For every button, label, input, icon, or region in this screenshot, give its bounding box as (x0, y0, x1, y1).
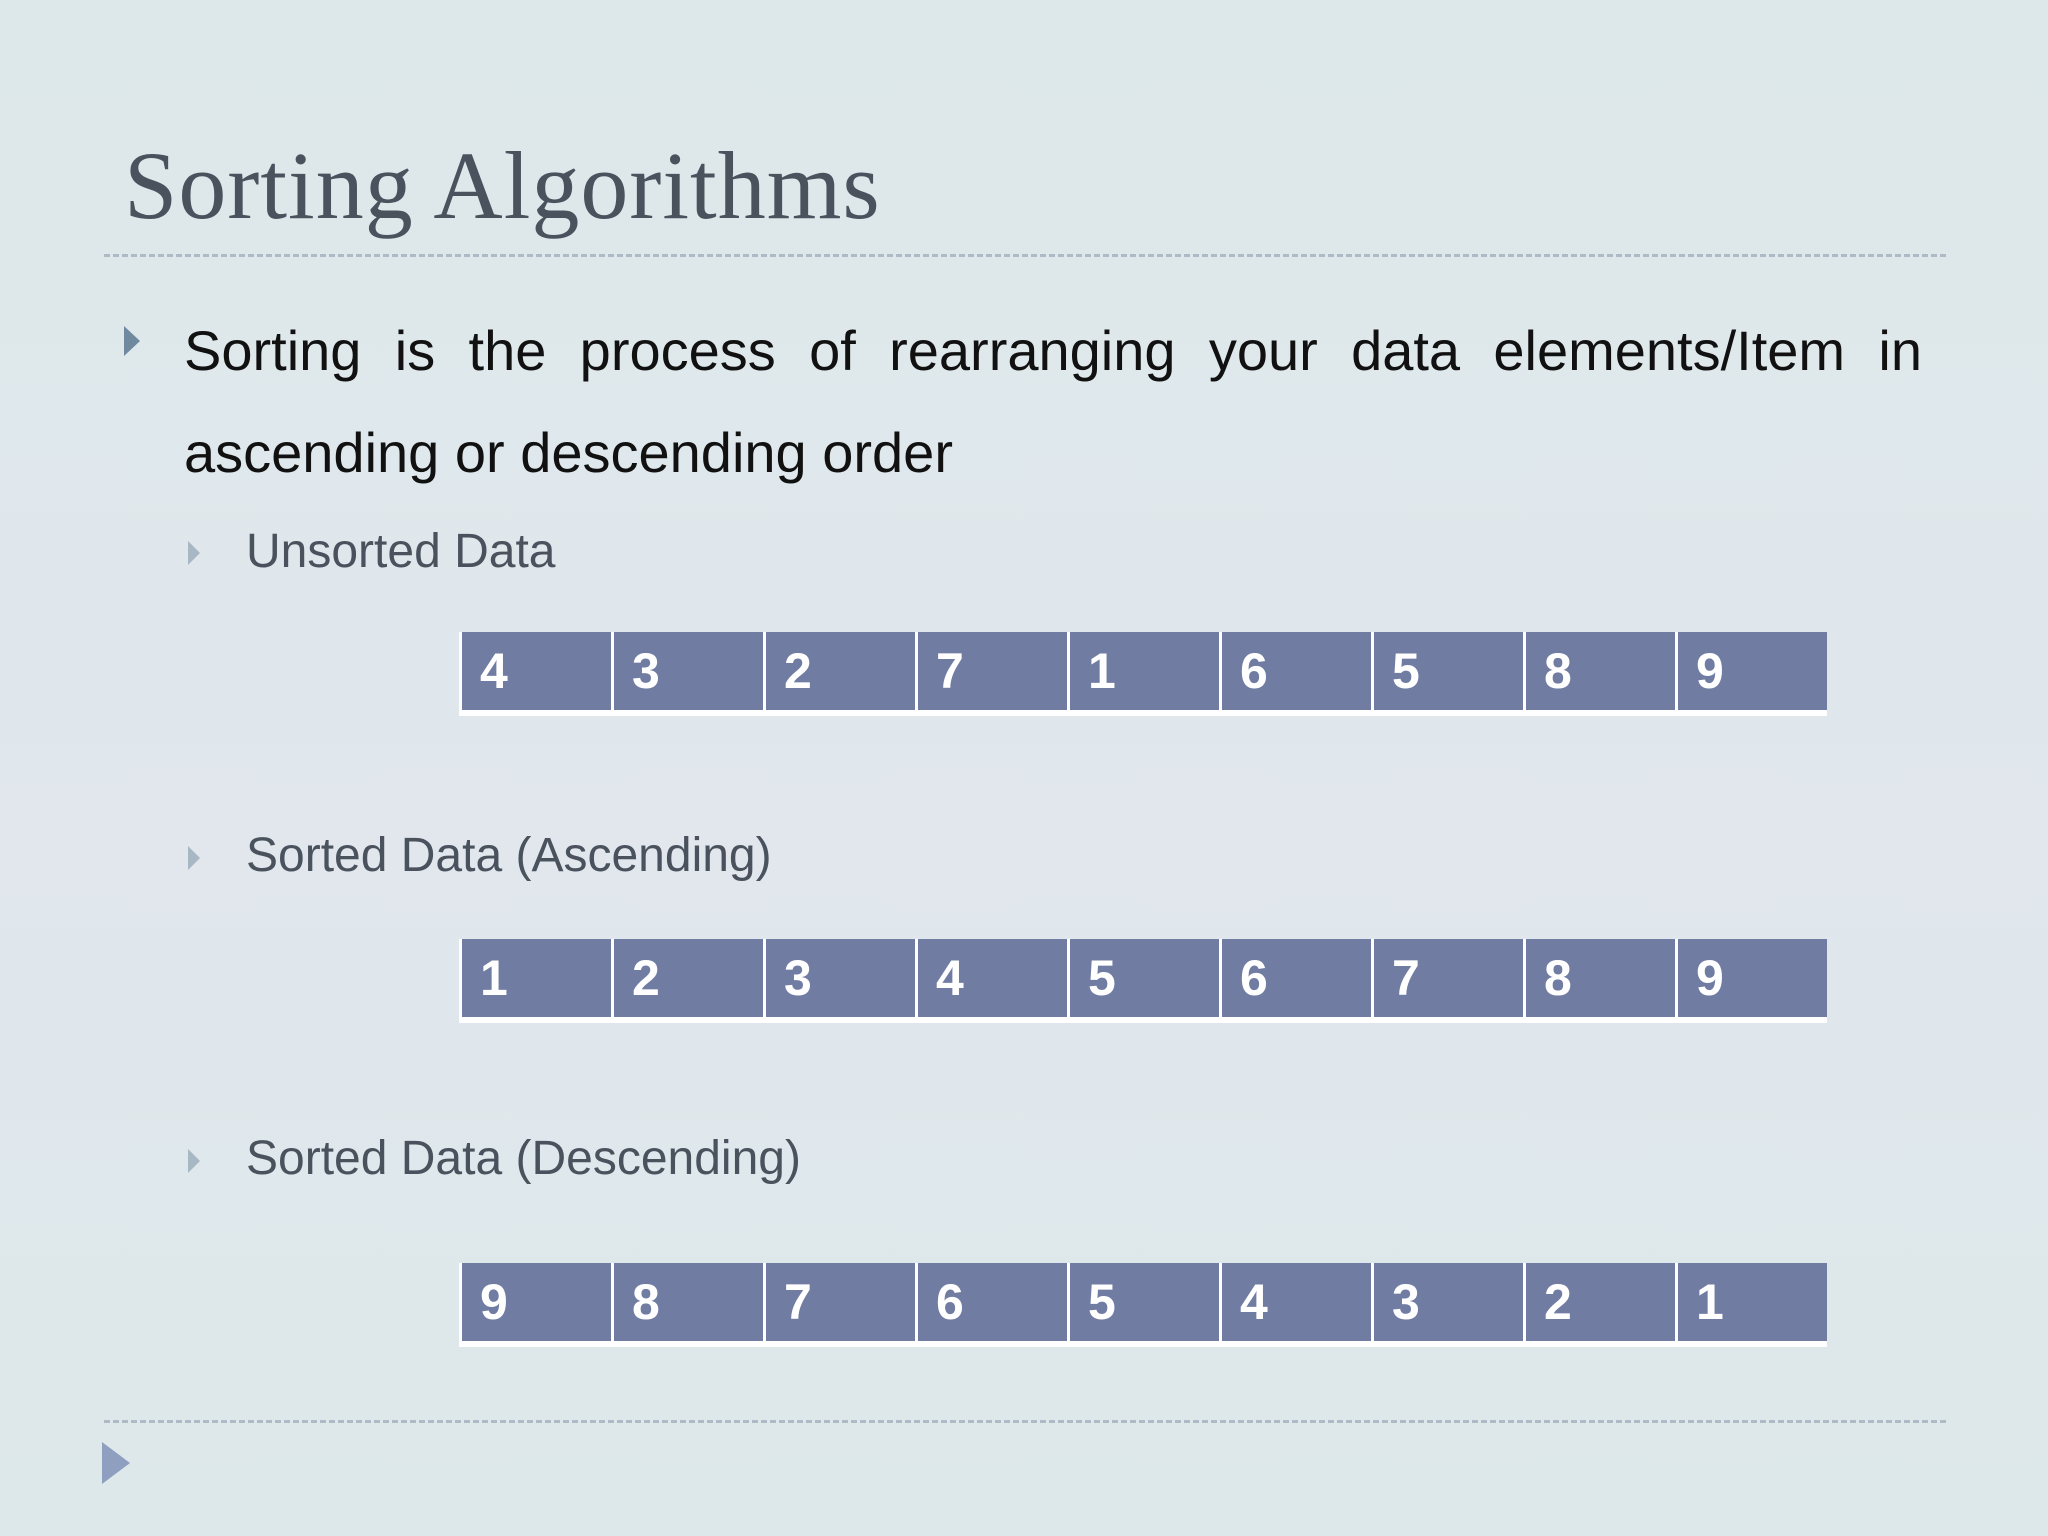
array-cell: 6 (1219, 632, 1371, 710)
array-cell: 1 (459, 939, 611, 1017)
array-cell: 6 (915, 1263, 1067, 1341)
array-cell: 2 (1523, 1263, 1675, 1341)
footer-divider (104, 1420, 1946, 1423)
array-cell: 7 (915, 632, 1067, 710)
section-label-unsorted: Unsorted Data (246, 525, 556, 578)
array-cell: 7 (1371, 939, 1523, 1017)
array-cell: 4 (1219, 1263, 1371, 1341)
array-descending (459, 1263, 1827, 1347)
main-bullet-text: Sorting is the process of rearranging your data elements/Item in ascending or descending order (184, 319, 1922, 484)
bullet-arrow-icon (124, 326, 140, 356)
sub-bullet-arrow-icon (188, 846, 200, 870)
array-cell: 2 (763, 632, 915, 710)
array-cell: 9 (1675, 632, 1827, 710)
array-cell: 7 (763, 1263, 915, 1341)
sub-bullet-arrow-icon (188, 541, 200, 565)
array-cell: 5 (1067, 939, 1219, 1017)
array-cell: 3 (611, 632, 763, 710)
array-cell: 9 (1675, 939, 1827, 1017)
array-cell: 4 (915, 939, 1067, 1017)
array-cell: 9 (459, 1263, 611, 1341)
array-ascending (459, 939, 1827, 1023)
array-cell: 8 (1523, 632, 1675, 710)
slide-title: Sorting Algorithms (124, 132, 881, 239)
array-unsorted (459, 632, 1827, 716)
array-cell: 1 (1067, 632, 1219, 710)
section-label-descending: Sorted Data (Descending) (246, 1132, 801, 1185)
footer-arrow-icon (102, 1442, 130, 1484)
section-label-ascending: Sorted Data (Ascending) (246, 829, 772, 882)
array-cell: 4 (459, 632, 611, 710)
array-cell: 5 (1371, 632, 1523, 710)
array-cell: 3 (763, 939, 915, 1017)
array-cell: 8 (1523, 939, 1675, 1017)
array-cell: 5 (1067, 1263, 1219, 1341)
array-cell: 6 (1219, 939, 1371, 1017)
array-cell: 3 (1371, 1263, 1523, 1341)
array-cell: 1 (1675, 1263, 1827, 1341)
array-cell: 8 (611, 1263, 763, 1341)
sub-bullet-arrow-icon (188, 1149, 200, 1173)
title-divider (104, 254, 1946, 257)
array-cell: 2 (611, 939, 763, 1017)
